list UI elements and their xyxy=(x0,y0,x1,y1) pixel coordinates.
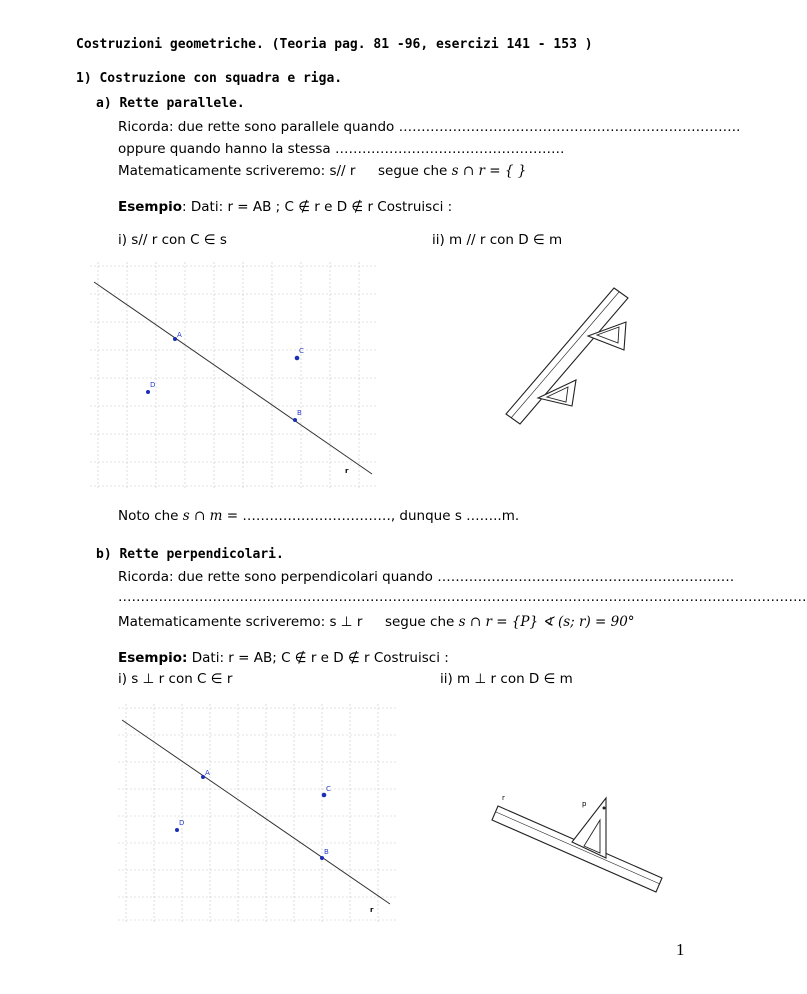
point-c xyxy=(322,793,327,798)
perpendicular-notation-follows: segue che xyxy=(384,614,455,630)
label-c: C xyxy=(299,347,304,355)
perpendicular-notation-text: Matematicamente scriveremo: s ⊥ r xyxy=(118,614,363,630)
parallel-conclusion-blank: ……………………………, dunque s ……..m. xyxy=(242,508,520,524)
perpendicular-notation xyxy=(118,614,635,630)
subsection-parallel-heading: a) Rette parallele. xyxy=(96,96,245,111)
label-a: A xyxy=(205,769,210,777)
perpendicular-definition-line: Ricorda: due rette sono perpendicolari quando ………………………………………………………… xyxy=(118,569,735,585)
parallel-conclusion-text: Noto che xyxy=(118,508,179,524)
section-heading: 1) Costruzione con squadra e riga. xyxy=(76,71,343,86)
point-d xyxy=(146,390,150,394)
page-title: Costruzioni geometriche. (Teoria pag. 81 -96, esercizi 141 - 153 ) xyxy=(76,37,593,52)
parallel-example-text: : Dati: r = AB ; C ∉ r e D ∉ r Costruisci : xyxy=(182,199,453,215)
parallel-conclusion xyxy=(118,508,519,524)
parallel-notation xyxy=(118,163,526,179)
figure-perpendicular-grid xyxy=(118,704,398,924)
parallel-intersection-formula: s ∩ r = { } xyxy=(451,163,527,179)
point-d xyxy=(175,828,179,832)
tool-label-r: r xyxy=(502,794,505,802)
parallel-definition-line2: oppure quando hanno la stessa …………………………………………… xyxy=(118,141,565,157)
parallel-conclusion-formula: s ∩ m = xyxy=(182,508,239,524)
parallel-example xyxy=(118,199,452,215)
perpendicular-definition-line2: ……………………………………………………………………………………………………………………………………… xyxy=(118,589,807,605)
subsection-perpendicular-heading: b) Rette perpendicolari. xyxy=(96,547,284,562)
parallel-definition-line: Ricorda: due rette sono parallele quando …………………………………………………………………. xyxy=(118,119,741,135)
tool-label-p: p xyxy=(582,800,587,808)
perpendicular-example-text: Dati: r = AB; C ∉ r e D ∉ r Costruisci : xyxy=(187,650,449,666)
perpendicular-example-label: Esempio: xyxy=(118,650,188,666)
label-d: D xyxy=(179,819,185,827)
perpendicular-task-i: i) s ⊥ r con C ∈ r xyxy=(118,671,233,687)
parallel-example-label: Esempio xyxy=(118,199,183,215)
perpendicular-formula: s ∩ r = {P} ∢ (s; r) = 90° xyxy=(458,614,635,630)
label-r: r xyxy=(370,906,374,914)
label-a: A xyxy=(177,331,182,339)
point-c xyxy=(295,356,300,361)
label-r: r xyxy=(345,467,349,475)
label-b: B xyxy=(324,848,329,856)
figure-parallel-grid xyxy=(90,262,380,490)
ruler-and-set-square-icon xyxy=(486,778,666,918)
parallel-task-i: i) s// r con C ∈ s xyxy=(118,232,227,248)
point-b xyxy=(320,856,324,860)
label-c: C xyxy=(326,785,331,793)
point-b xyxy=(293,418,297,422)
perpendicular-example xyxy=(118,650,449,666)
parallel-notation-follows: segue che xyxy=(378,163,448,179)
ruler-and-set-squares-icon xyxy=(496,284,646,434)
label-d: D xyxy=(150,381,156,389)
perpendicular-task-ii: ii) m ⊥ r con D ∈ m xyxy=(440,671,573,687)
parallel-notation-text: Matematicamente scriveremo: s// r xyxy=(118,163,356,179)
parallel-task-ii: ii) m // r con D ∈ m xyxy=(432,232,563,248)
label-b: B xyxy=(297,409,302,417)
page-number: 1 xyxy=(676,940,685,959)
